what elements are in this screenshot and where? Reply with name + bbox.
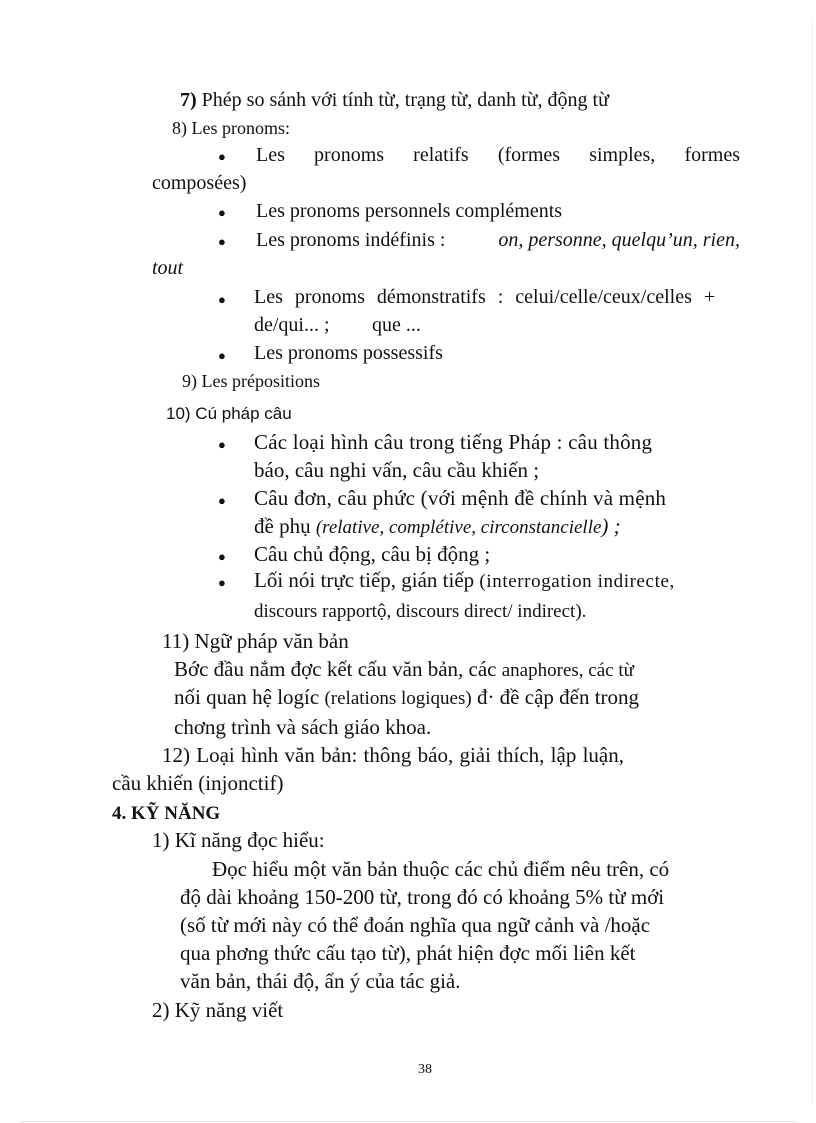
page-edge-divider [20,1121,796,1122]
item-12-line1: 12) Loại hình văn bản: thông báo, giải thích, lập luận, [162,743,624,767]
bullet-icon: ● [218,493,226,508]
page-number: 38 [418,1062,432,1077]
word: simples, [589,144,656,166]
direct-indirect-line2: discours rapportộ, discours direct/ indirect). [254,601,587,622]
word: formes [684,144,740,166]
pronoms-relatifs-line [256,141,740,169]
simple-complex-line2 [254,512,621,542]
sentence-types-line2: báo, câu nghi vấn, câu cầu khiến ; [254,458,540,482]
text-grammar-line3: chơng trình và sách giáo khoa. [174,715,432,739]
text-grammar-text2: nối quan hệ logíc [174,685,320,709]
text-grammar-terms: anaphores, các từ [501,660,634,681]
pronoms-demonstratifs-cont2: que ... [372,314,421,336]
simple-complex-text: đề phụ [254,514,311,538]
pronoms-demonstratifs-cont1: de/qui... ; [254,314,330,336]
item-7-text: Phép so sánh với tính từ, trạng từ, danh từ, động từ [196,89,609,111]
text-grammar-text3: đ· đề cập đến trong [476,685,640,709]
item-12-line2: cầu khiến (injonctif) [112,771,284,795]
skill-1-para-line: Đọc hiểu một văn bản thuộc các chủ điểm nêu trên, có [212,857,670,881]
pronoms-demonstratifs: Les pronoms démonstratifs : celui/celle/ceux/celles + [254,286,716,308]
pronoms-indefinis-examples: on, personne, quelqu’un, rien, [498,229,740,251]
simple-complex-line1: Câu đơn, câu phức (với mệnh đề chính và mệnh [254,486,667,510]
text-grammar-line2 [174,683,639,713]
text-grammar-text: Bớc đầu nắm đợc kết cấu văn bản, các [174,657,497,681]
direct-indirect-text: Lối nói trực tiếp, gián tiếp [254,568,475,592]
item-11-heading: 11) Ngữ pháp văn bản [162,629,349,653]
direct-indirect-line1 [254,566,675,596]
skill-1-para-line: văn bản, thái độ, ẩn ý của tác giả. [180,969,461,993]
text-grammar-line1 [174,655,634,685]
item-7 [180,86,609,114]
bullet-icon: ● [218,149,226,164]
skill-1-para-line: độ dài khoảng 150-200 từ, trong đó có khoảng 5% từ mới [180,885,665,909]
pronoms-personnels: Les pronoms personnels compléments [256,200,563,222]
item-9-heading: 9) Les prépositions [182,371,320,391]
bullet-icon: ● [218,205,226,220]
pronoms-indefinis-cont: tout [152,257,184,279]
bullet-icon: ● [218,292,226,307]
item-7-number: 7) [180,89,197,111]
word: pronoms [314,144,385,166]
direct-indirect-terms: (interrogation indirecte, [479,571,675,592]
skill-1-title: 1) Kĩ năng đọc hiểu: [152,828,325,852]
skill-1-para-line: (số từ mới này có thể đoán nghĩa qua ngữ cảnh và /hoặc [180,913,651,937]
item-8-heading: 8) Les pronoms: [172,118,290,138]
pronoms-possessifs: Les pronoms possessifs [254,342,443,364]
bullet-icon: ● [218,575,226,590]
sentence-types-line1: Các loại hình câu trong tiếng Pháp : câu thông [254,430,653,454]
bullet-icon: ● [218,549,226,564]
item-10-heading: 10) Cú pháp câu [166,404,292,423]
bullet-icon: ● [218,234,226,249]
section-heading: 4. KỸ NĂNG [112,803,221,824]
bullet-icon: ● [218,348,226,363]
active-passive: Câu chủ động, câu bị động ; [254,542,491,566]
text-grammar-relations: (relations logiques) [324,688,472,709]
word: Les [256,144,285,166]
word: (formes [497,144,561,166]
skill-2-title: 2) Kỹ năng viết [152,998,284,1022]
simple-complex-end: ) ; [601,514,621,538]
simple-complex-types: (relative, complétive, circonstancielle [315,517,602,538]
bullet-icon: ● [218,437,226,452]
pronoms-relatifs-cont: composées) [152,172,247,194]
pronoms-indefinis-label: Les pronoms indéfinis : [256,229,446,251]
page-edge-divider [812,20,813,1103]
word: relatifs [413,144,469,166]
pronoms-indefinis-line [256,226,740,254]
skill-1-para-line: qua phơng thức cấu tạo từ), phát hiện đợc mối liên kết [180,941,636,965]
